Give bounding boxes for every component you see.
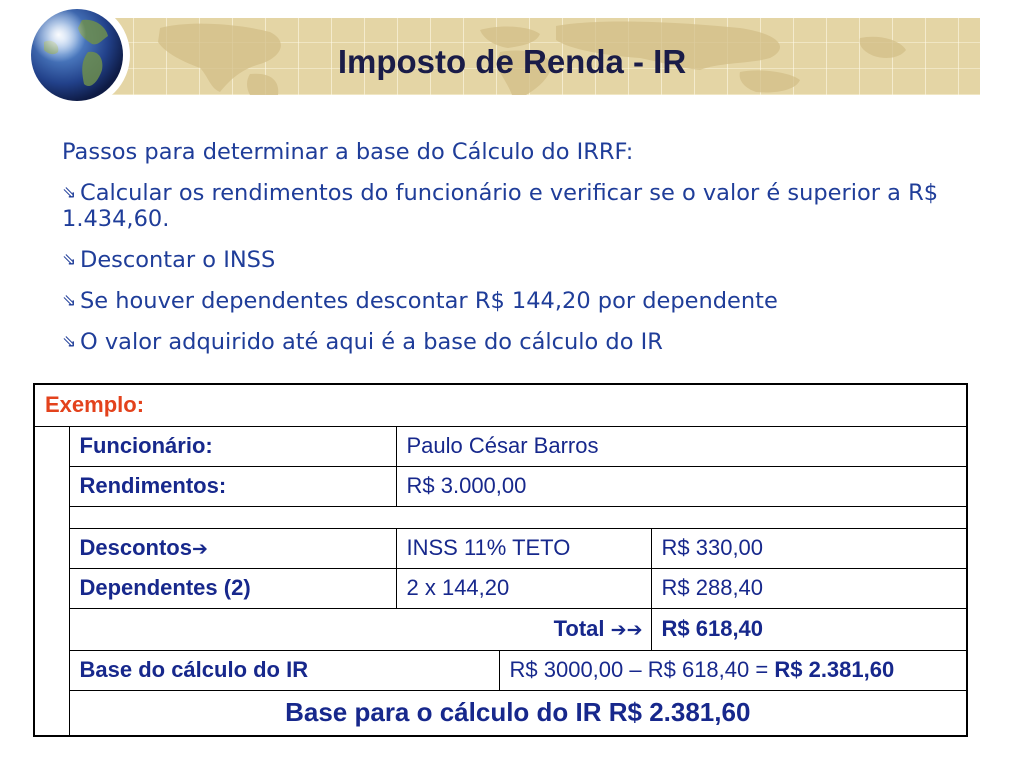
tax-base-row: [34, 650, 967, 690]
steps-section: [62, 139, 968, 370]
dependents-label: Dependentes (2): [69, 568, 396, 608]
total-amount: R$ 618,40: [651, 608, 967, 650]
arrow-bullet-icon: ⇘: [62, 332, 77, 352]
income-row: [34, 466, 967, 506]
step-item: [62, 288, 968, 314]
summary-row: [34, 690, 967, 736]
indent-column: [34, 426, 69, 736]
income-label: Rendimentos:: [69, 466, 396, 506]
example-table: [33, 383, 968, 737]
dependents-description: 2 x 144,20: [396, 568, 651, 608]
slide-title: Imposto de Renda - IR: [337, 43, 687, 80]
empty-row: [34, 506, 967, 528]
dependents-amount: R$ 288,40: [651, 568, 967, 608]
step-text: Se houver dependentes descontar R$ 144,20 por dependente: [80, 288, 778, 314]
step-item: [62, 180, 968, 232]
total-label-cell: [69, 608, 651, 650]
step-item: [62, 247, 968, 273]
deductions-description: INSS 11% TETO: [396, 528, 651, 568]
double-arrow-right-icon: ➔➔: [610, 619, 643, 641]
income-value: R$ 3.000,00: [396, 466, 967, 506]
step-text: Calcular os rendimentos do funcionário e verificar se o valor é superior a R$ 1.434,60.: [62, 180, 939, 232]
step-item: [62, 329, 968, 355]
step-text: O valor adquirido até aqui é a base do cálculo do IR: [80, 329, 663, 355]
dependents-row: [34, 568, 967, 608]
step-text: Descontar o INSS: [80, 247, 276, 273]
tax-base-result: R$ 2.381,60: [774, 657, 895, 682]
tax-base-calculation: [499, 650, 967, 690]
employee-row: [34, 426, 967, 466]
example-caption-row: [34, 384, 967, 426]
deductions-label: Descontos: [79, 535, 192, 560]
arrow-bullet-icon: ⇘: [62, 250, 77, 270]
arrow-bullet-icon: ⇘: [62, 183, 77, 203]
tax-base-formula: R$ 3000,00 – R$ 618,40 =: [509, 657, 769, 682]
summary-text: Base para o cálculo do IR R$ 2.381,60: [69, 690, 967, 736]
employee-label: Funcionário:: [69, 426, 396, 466]
deductions-amount: R$ 330,00: [651, 528, 967, 568]
tax-base-label: Base do cálculo do IR: [69, 650, 499, 690]
arrow-bullet-icon: ⇘: [62, 291, 77, 311]
steps-heading: Passos para determinar a base do Cálculo do IRRF:: [62, 139, 634, 165]
arrow-right-icon: ➔: [191, 538, 208, 560]
total-label: Total: [553, 616, 605, 641]
deductions-row: [34, 528, 967, 568]
total-row: [34, 608, 967, 650]
deductions-label-cell: [69, 528, 396, 568]
empty-cell: [69, 506, 967, 528]
example-caption: Exemplo:: [34, 384, 967, 426]
employee-value: Paulo César Barros: [396, 426, 967, 466]
